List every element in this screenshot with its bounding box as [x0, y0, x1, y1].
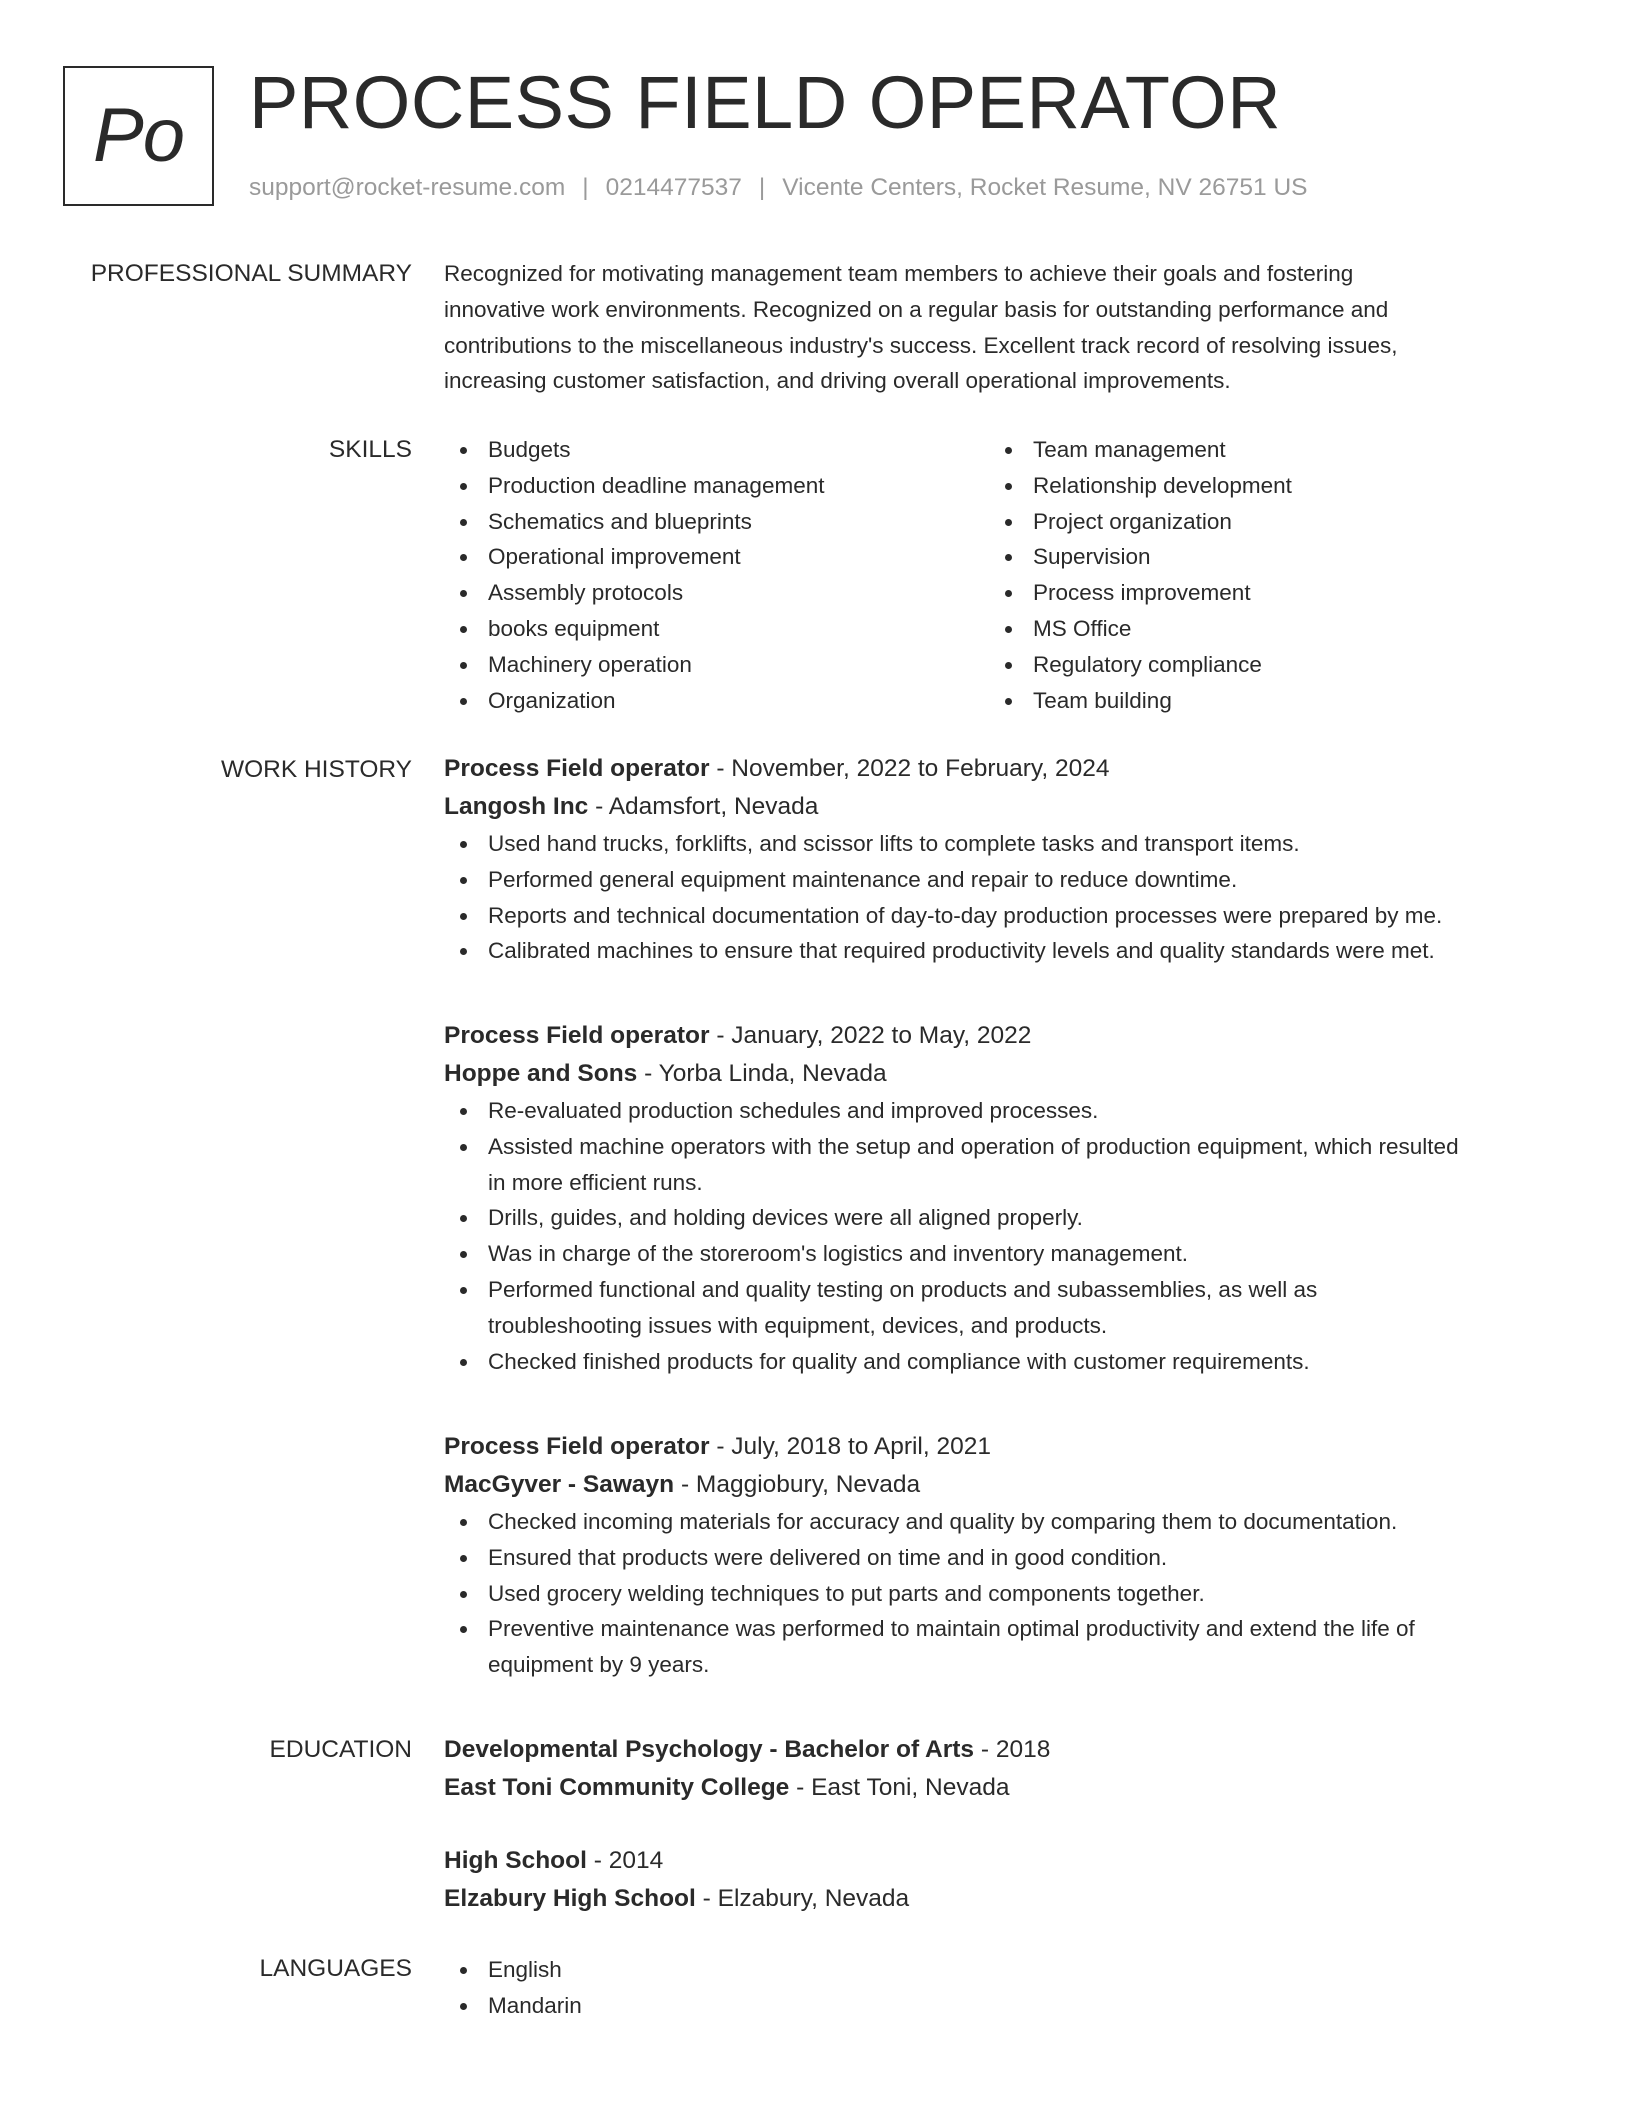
- contact-separator: |: [582, 174, 589, 201]
- job-dates: - January, 2022 to May, 2022: [709, 1022, 1032, 1049]
- edu-location: - East Toni, Nevada: [789, 1774, 1010, 1801]
- skill-item: Machinery operation: [444, 647, 989, 683]
- job-bullet: Ensured that products were delivered on time and in good condition.: [444, 1540, 1524, 1576]
- job-bullet: Used hand trucks, forklifts, and scissor lifts to complete tasks and transport items.: [444, 826, 1594, 862]
- section-label-summary: PROFESSIONAL SUMMARY: [90, 260, 412, 287]
- skill-item: Production deadline management: [444, 468, 989, 504]
- skills-grid: [444, 432, 1594, 718]
- job-bullet: Performed general equipment maintenance and repair to reduce downtime.: [444, 862, 1594, 898]
- job-location: - Yorba Linda, Nevada: [637, 1060, 887, 1087]
- summary-text: [444, 256, 1594, 399]
- job-bullet: Checked incoming materials for accuracy and quality by comparing them to documentation.: [444, 1504, 1524, 1540]
- summary-line: contributions to the miscellaneous industry's success. Excellent track record of resolving issues,: [444, 332, 1398, 358]
- section-label-skills: SKILLS: [328, 436, 412, 463]
- section-label-work-history: WORK HISTORY: [220, 756, 412, 783]
- job-bullet: Preventive maintenance was performed to maintain optimal productivity and extend the life of equipment by 9 years.: [444, 1611, 1524, 1683]
- job-company-line: [444, 1466, 1594, 1504]
- edu-year: - 2014: [586, 1847, 664, 1874]
- job-bullet: Performed functional and quality testing on products and subassemblies, as well as troubleshooting issues with equipment, devices, and products.: [444, 1272, 1474, 1344]
- job-title-line: [444, 1017, 1594, 1055]
- job-company: MacGyver - Sawayn: [444, 1471, 675, 1498]
- section-label-education: EDUCATION: [269, 1736, 412, 1763]
- contact-address: Vicente Centers, Rocket Resume, NV 26751 US: [782, 174, 1308, 201]
- skill-item: Operational improvement: [444, 539, 989, 575]
- job-bullet: Was in charge of the storeroom's logistics and inventory management.: [444, 1236, 1474, 1272]
- job-bullets: [444, 826, 1594, 969]
- summary-line: increasing customer satisfaction, and driving overall operational improvements.: [444, 368, 1231, 394]
- job-dates: - November, 2022 to February, 2024: [709, 755, 1110, 782]
- job-bullet: Drills, guides, and holding devices were all aligned properly.: [444, 1200, 1474, 1236]
- skill-item: Organization: [444, 683, 989, 719]
- job-bullet: Reports and technical documentation of day-to-day production processes were prepared by me.: [444, 898, 1594, 934]
- language-item: English: [444, 1952, 1594, 1988]
- section-label-languages: LANGUAGES: [259, 1955, 412, 1982]
- edu-school-line: [444, 1880, 1594, 1918]
- edu-degree: High School: [444, 1847, 587, 1874]
- skills-column-2: [989, 432, 1534, 718]
- job-title: Process Field operator: [444, 1433, 710, 1460]
- job-entry: [444, 1017, 1594, 1379]
- skill-item: Regulatory compliance: [989, 647, 1534, 683]
- skill-item: Supervision: [989, 539, 1534, 575]
- candidate-name: PROCESS FIELD OPERATOR: [249, 61, 1282, 144]
- languages-section: [444, 1952, 1594, 2024]
- skill-item: Team management: [989, 432, 1534, 468]
- education-entry: [444, 1731, 1594, 1807]
- summary-line: innovative work environments. Recognized on a regular basis for outstanding performance and: [444, 296, 1389, 322]
- job-entry: [444, 750, 1594, 969]
- job-dates: - July, 2018 to April, 2021: [709, 1433, 991, 1460]
- job-bullet: Calibrated machines to ensure that required productivity levels and quality standards were met.: [444, 933, 1594, 969]
- job-location: - Adamsfort, Nevada: [588, 793, 819, 820]
- job-title-line: [444, 1428, 1594, 1466]
- job-bullet: Checked finished products for quality and compliance with customer requirements.: [444, 1344, 1474, 1380]
- skill-item: Relationship development: [989, 468, 1534, 504]
- contact-separator: |: [758, 174, 766, 201]
- skill-item: Assembly protocols: [444, 575, 989, 611]
- job-bullet: Re-evaluated production schedules and improved processes.: [444, 1093, 1474, 1129]
- job-company: Langosh Inc: [444, 793, 589, 820]
- skill-item: Team building: [989, 683, 1534, 719]
- job-bullets: [444, 1504, 1524, 1683]
- language-item: Mandarin: [444, 1988, 1594, 2024]
- job-entry: [444, 1428, 1594, 1683]
- job-title: Process Field operator: [444, 755, 710, 782]
- education-entry: [444, 1842, 1594, 1918]
- edu-school: East Toni Community College: [444, 1774, 790, 1801]
- job-title-line: [444, 750, 1594, 788]
- summary-section: [444, 256, 1594, 399]
- skill-item: Schematics and blueprints: [444, 504, 989, 540]
- skill-item: Project organization: [989, 504, 1534, 540]
- job-bullet: Used grocery welding techniques to put parts and components together.: [444, 1576, 1524, 1612]
- summary-line: Recognized for motivating management team members to achieve their goals and fostering: [444, 261, 1354, 286]
- edu-degree-line: [444, 1731, 1594, 1769]
- skill-item: books equipment: [444, 611, 989, 647]
- edu-school: Elzabury High School: [444, 1885, 696, 1912]
- job-bullets: [444, 1093, 1474, 1379]
- skill-item: MS Office: [989, 611, 1534, 647]
- job-company: Hoppe and Sons: [444, 1060, 638, 1087]
- edu-school-line: [444, 1769, 1594, 1807]
- contact-email: support@rocket-resume.com: [249, 174, 566, 201]
- languages-list: [444, 1952, 1594, 2024]
- edu-degree-line: [444, 1842, 1594, 1880]
- job-company-line: [444, 788, 1594, 826]
- skill-item: Process improvement: [989, 575, 1534, 611]
- monogram-initials: Po: [93, 93, 184, 178]
- job-title: Process Field operator: [444, 1022, 710, 1049]
- contact-line: [249, 172, 1307, 204]
- job-bullet: Assisted machine operators with the setup and operation of production equipment, which resulted in more efficient runs.: [444, 1129, 1474, 1201]
- edu-year: - 2018: [974, 1736, 1051, 1763]
- contact-phone: 0214477537: [605, 174, 742, 201]
- skills-section: [444, 432, 1594, 718]
- edu-location: - Elzabury, Nevada: [695, 1885, 910, 1912]
- job-location: - Maggiobury, Nevada: [674, 1471, 921, 1498]
- job-company-line: [444, 1055, 1594, 1093]
- monogram-box: [63, 66, 214, 206]
- edu-degree: Developmental Psychology - Bachelor of Arts: [444, 1736, 975, 1763]
- skills-column-1: [444, 432, 989, 718]
- skill-item: Budgets: [444, 432, 989, 468]
